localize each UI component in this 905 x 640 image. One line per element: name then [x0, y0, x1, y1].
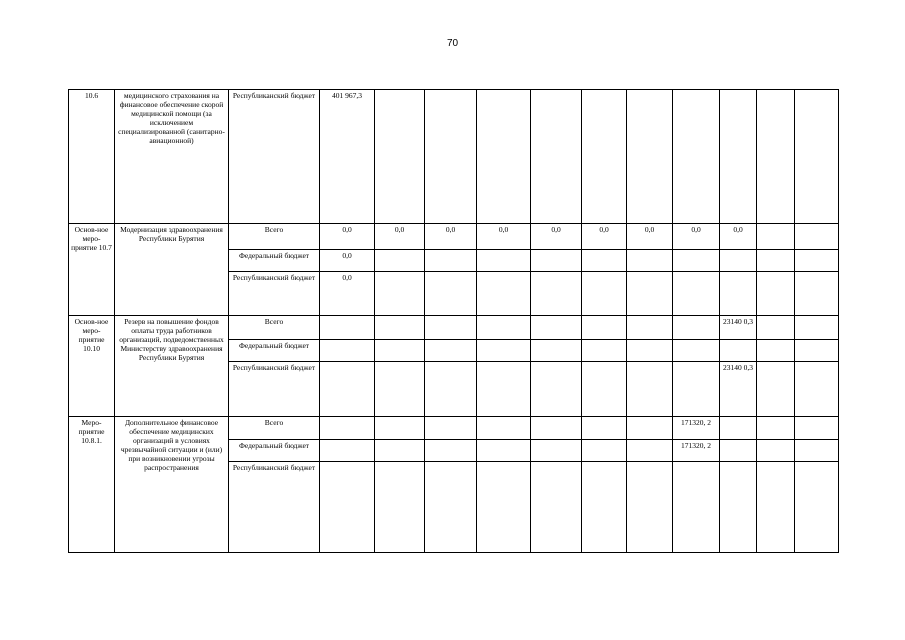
value-cell [425, 272, 477, 316]
funding-source: Всего [229, 224, 320, 250]
value-cell [425, 250, 477, 272]
value-cell [425, 90, 477, 224]
value-cell [757, 440, 795, 462]
table-row [69, 90, 839, 224]
value-cell [795, 362, 839, 417]
value-cell [375, 250, 425, 272]
value-cell [582, 250, 627, 272]
value-cell [627, 462, 673, 553]
value-cell [673, 272, 720, 316]
value-cell [531, 316, 582, 340]
value-cell [757, 462, 795, 553]
measure-code: Меро-приятие 10.8.1. [69, 417, 115, 553]
value-cell [757, 340, 795, 362]
value-cell: 0,0 [673, 224, 720, 250]
budget-table [68, 89, 839, 553]
value-cell: 171320, 2 [673, 417, 720, 440]
table-row [69, 224, 839, 250]
value-cell [627, 362, 673, 417]
value-cell [627, 440, 673, 462]
value-cell [757, 362, 795, 417]
value-cell [375, 440, 425, 462]
value-cell [375, 362, 425, 417]
value-cell [627, 340, 673, 362]
value-cell [425, 340, 477, 362]
value-cell [673, 362, 720, 417]
value-cell [375, 90, 425, 224]
value-cell [531, 462, 582, 553]
value-cell [375, 340, 425, 362]
page-number: 70 [446, 38, 459, 49]
value-cell [720, 250, 757, 272]
value-cell [795, 462, 839, 553]
value-cell: 0,0 [477, 224, 531, 250]
value-cell [425, 362, 477, 417]
value-cell [320, 417, 375, 440]
funding-source: Федеральный бюджет [229, 440, 320, 462]
value-cell [477, 340, 531, 362]
table-row [69, 316, 839, 340]
value-cell [582, 340, 627, 362]
value-cell [531, 417, 582, 440]
funding-source: Республиканский бюджет [229, 90, 320, 224]
value-cell [795, 316, 839, 340]
value-cell [477, 440, 531, 462]
value-cell [720, 340, 757, 362]
value-cell: 0,0 [320, 272, 375, 316]
value-cell [795, 90, 839, 224]
value-cell: 0,0 [582, 224, 627, 250]
value-cell [720, 90, 757, 224]
value-cell: 0,0 [531, 224, 582, 250]
measure-name: Модернизация здравоохранения Республики Бурятия [115, 224, 229, 316]
value-cell [375, 417, 425, 440]
value-cell [582, 316, 627, 340]
value-cell [320, 340, 375, 362]
value-cell [720, 440, 757, 462]
value-cell [375, 462, 425, 553]
value-cell: 23140 0,3 [720, 316, 757, 340]
table-row [69, 417, 839, 440]
value-cell [425, 417, 477, 440]
value-cell [531, 362, 582, 417]
value-cell [673, 462, 720, 553]
value-cell [531, 90, 582, 224]
measure-code: Основ-ное меро-приятие 10.10 [69, 316, 115, 417]
value-cell [477, 250, 531, 272]
value-cell [320, 316, 375, 340]
funding-source: Всего [229, 417, 320, 440]
value-cell [757, 272, 795, 316]
value-cell [627, 417, 673, 440]
value-cell [627, 90, 673, 224]
value-cell [720, 462, 757, 553]
value-cell: 0,0 [375, 224, 425, 250]
value-cell [582, 417, 627, 440]
value-cell [425, 462, 477, 553]
value-cell [582, 90, 627, 224]
value-cell [757, 316, 795, 340]
value-cell: 0,0 [320, 224, 375, 250]
value-cell [531, 340, 582, 362]
value-cell [582, 362, 627, 417]
value-cell [673, 250, 720, 272]
measure-name: Резерв на повышение фондов оплаты труда работников организаций, подведомственных Министерству здравоохранения Республики Бурятия [115, 316, 229, 417]
measure-name: медицинского страхования на финансовое обеспечение скорой медицинской помощи (за исключением специализированной (санитарно-авиационной) [115, 90, 229, 224]
value-cell [375, 272, 425, 316]
value-cell [531, 440, 582, 462]
value-cell: 0,0 [627, 224, 673, 250]
value-cell [375, 316, 425, 340]
value-cell [477, 417, 531, 440]
value-cell [627, 250, 673, 272]
value-cell [582, 440, 627, 462]
funding-source: Республиканский бюджет [229, 272, 320, 316]
funding-source: Республиканский бюджет [229, 462, 320, 553]
value-cell [627, 272, 673, 316]
value-cell [795, 250, 839, 272]
value-cell [720, 417, 757, 440]
value-cell [795, 440, 839, 462]
value-cell: 0,0 [720, 224, 757, 250]
value-cell [757, 90, 795, 224]
value-cell [757, 417, 795, 440]
value-cell [795, 340, 839, 362]
value-cell [757, 224, 795, 250]
value-cell [425, 316, 477, 340]
value-cell [795, 224, 839, 250]
value-cell [673, 340, 720, 362]
value-cell [673, 90, 720, 224]
value-cell [477, 362, 531, 417]
value-cell: 401 967,3 [320, 90, 375, 224]
value-cell [582, 462, 627, 553]
value-cell [673, 316, 720, 340]
value-cell [627, 316, 673, 340]
measure-code: Основ-ное меро-приятие 10.7 [69, 224, 115, 316]
value-cell: 23140 0,3 [720, 362, 757, 417]
value-cell [757, 250, 795, 272]
value-cell [320, 462, 375, 553]
funding-source: Федеральный бюджет [229, 250, 320, 272]
value-cell [477, 272, 531, 316]
value-cell: 171320, 2 [673, 440, 720, 462]
value-cell [425, 440, 477, 462]
value-cell: 0,0 [320, 250, 375, 272]
value-cell [720, 272, 757, 316]
value-cell [320, 362, 375, 417]
value-cell [531, 272, 582, 316]
funding-source: Республиканский бюджет [229, 362, 320, 417]
funding-source: Всего [229, 316, 320, 340]
funding-source: Федеральный бюджет [229, 340, 320, 362]
value-cell [582, 272, 627, 316]
value-cell [795, 272, 839, 316]
value-cell [531, 250, 582, 272]
measure-code: 10.6 [69, 90, 115, 224]
value-cell [477, 316, 531, 340]
value-cell: 0,0 [425, 224, 477, 250]
value-cell [477, 462, 531, 553]
value-cell [477, 90, 531, 224]
value-cell [320, 440, 375, 462]
measure-name: Дополнительное финансовое обеспечение медицинских организаций в условиях чрезвычайной ситуации и (или) при возникновении угрозы распространения [115, 417, 229, 553]
value-cell [795, 417, 839, 440]
